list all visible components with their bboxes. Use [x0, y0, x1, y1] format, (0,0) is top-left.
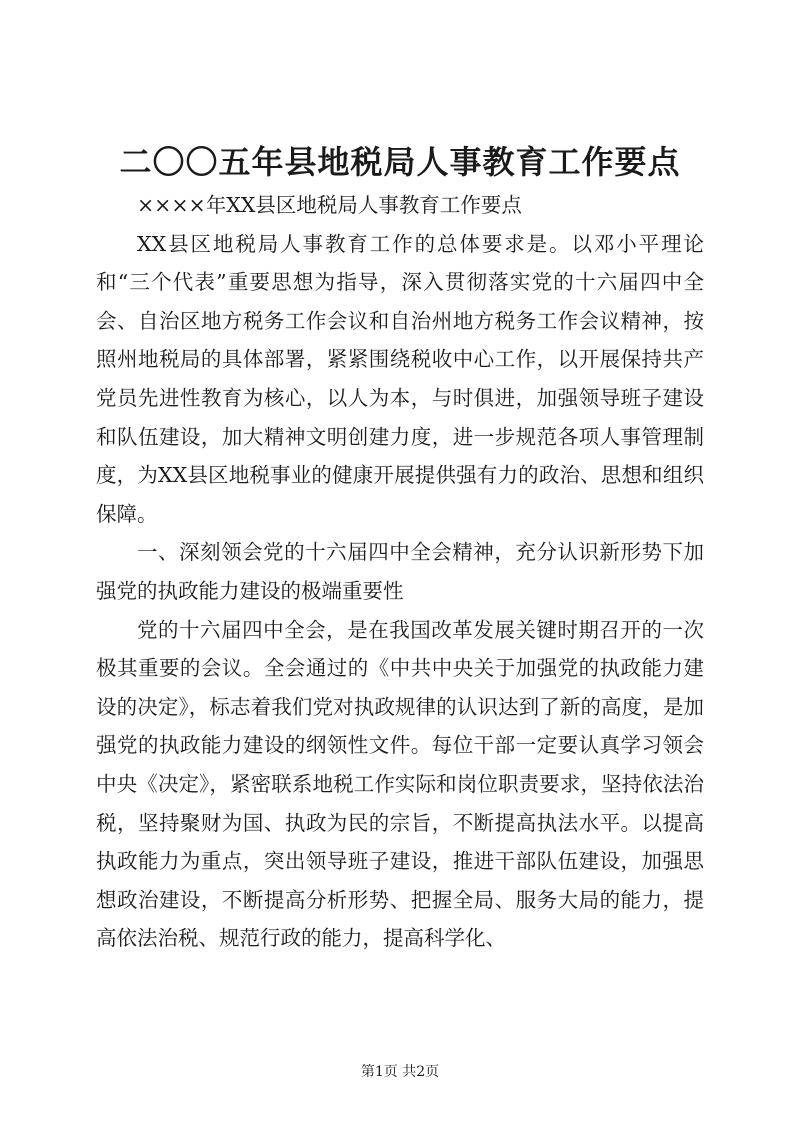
- document-title: 二〇〇五年县地税局人事教育工作要点: [119, 143, 681, 181]
- document-body: [96, 186, 704, 958]
- intro-paragraph: XX县区地税局人事教育工作的总体要求是。以邓小平理论和“三个代表”重要思想为指导，深入贯彻落实党的十六届四中全会、自治区地方税务工作会议和自治州地方税务工作会议精神，按照州地税局的具体部署，紧紧围绕税收中心工作，以开展保持共产党员先进性教育为核心，以人为本，与时俱进，加强领导班子建设和队伍建设，加大精神文明创建力度，进一步规范各项人事管理制度，为XX县区地税事业的健康开展提供强有力的政治、思想和组织保障。: [96, 231, 704, 526]
- section-heading: 一、深刻领会党的十六届四中全会精神，充分认识新形势下加强党的执政能力建设的极端重要性: [96, 540, 704, 603]
- body-paragraph: 党的十六届四中全会，是在我国改革发展关键时期召开的一次极其重要的会议。全会通过的《中共中央关于加强党的执政能力建设的决定》，标志着我们党对执政规律的认识达到了新的高度，是加强党的执政能力建设的纲领性文件。每位干部一定要认真学习领会中央《决定》，紧密联系地税工作实际和岗位职责要求，坚持依法治税，坚持聚财为国、执政为民的宗旨，不断提高执法水平。以提高执政能力为重点，突出领导班子建设，推进干部队伍建设，加强思想政治建设，不断提高分析形势、把握全局、服务大局的能力，提高依法治税、规范行政的能力，提高科学化、: [96, 617, 704, 951]
- page-number-footer: 第1页 共2页: [360, 1064, 440, 1080]
- subtitle-paragraph: ××××年XX县区地税局人事教育工作要点: [137, 193, 522, 217]
